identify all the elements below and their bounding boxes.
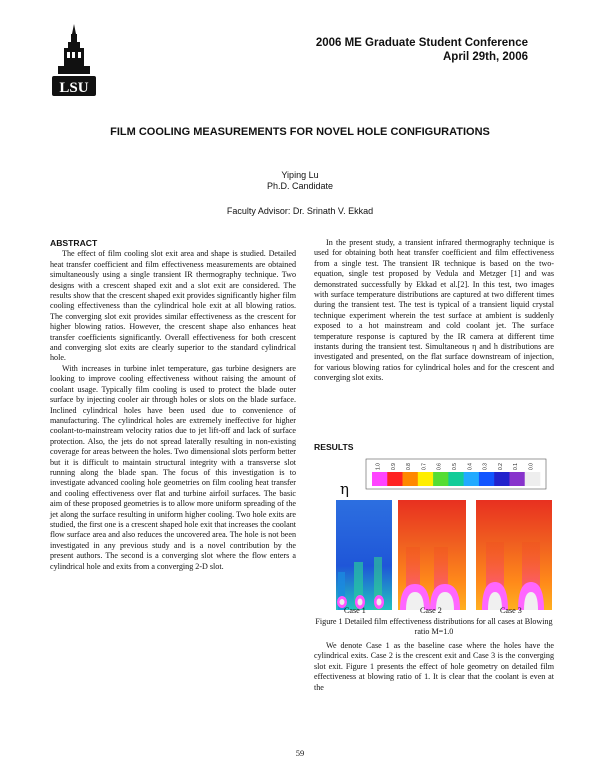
- colorbar-cell: [418, 472, 434, 486]
- lsu-logo: [52, 24, 96, 98]
- left-column: [50, 238, 296, 572]
- colorbar-tick-label: 0.4: [467, 463, 474, 470]
- right-column-bottom: [314, 641, 554, 693]
- conference-name: 2006 ME Graduate Student Conference: [315, 37, 528, 49]
- colorbar-cell: [464, 472, 480, 486]
- figure-caption: Figure 1 Detailed film effectiveness distributions for all cases at Blowing ratio M=1.0: [315, 617, 553, 637]
- intro-paragraph: With increases in turbine inlet temperature, gas turbine designers are looking to improve cooling effectiveness without raising the amount of coolant usage. Typically film cooling is used to protect the blade outer surface by injecting cooler air through holes or slots on the blade surface. Inclined cylindrical holes have been used due to convenience of manufacturing. The cylindrical holes are extremely ineffective for higher coolant-to-mainstream velocity ratios due to jet lift-off and lack of surface protection. Also, the jets do not spread laterally resulting in non-existing coverage for areas between the holes. Two dimensional slots perform better but it is difficult to maintain structural integrity with a transverse slot running along the blade span. The focus of this investigation is to investigate advanced cooling hole geometries on film cooling heat transfer and cooling effectiveness over flat and turbine airfoil surfaces. The basic aim of these proposed geometries is to allow more uniform spreading of the jet along the surface resulting in uniform higher cooling. Two hole exits are studied, the first one is a crescent shaped hole exit that increases the coolant flow surface area and also reduces the uncovered area. The hole is not been investigated in any previous study and is a novel contribution by the present authors. The second is a converging slot where the flow enters a cylindrical hole and exits from a converging 2-D slot.: [50, 363, 296, 571]
- colorbar-cell: [479, 472, 495, 486]
- case1-label: Case 1: [344, 606, 366, 615]
- colorbar-cell: [448, 472, 464, 486]
- author-position: Ph.D. Candidate: [266, 181, 334, 191]
- method-paragraph: In the present study, a transient infrared thermography technique is used for obtaining both heat transfer coefficient and film effectiveness from a single test. The transient IR technique is based on the two-equation, single test proposed by Vedula and Metzger [1] and was demonstrated successfully by Ekkad et al.[2]. In this test, two images with surface temperature distributions are captured at two different times during the transient test. The test is typical of a transient liquid crystal technique experiment wherein the test surface at ambient is suddenly exposed to a hot mainstream and cold coolant jet. The surface temperature response is captured by the IR camera at different time instants during the transient test. Simultaneous η and h distributions are investigated and presented, on the flat surface downstream of injection, for various blowing ratios for cylindrical holes and for the crescent and converging slot exits.: [314, 238, 554, 383]
- colorbar-tick-label: 0.5: [452, 463, 458, 470]
- colorbar-cell: [494, 472, 510, 486]
- colorbar-cell: [372, 472, 388, 486]
- paper-title: FILM COOLING MEASUREMENTS FOR NOVEL HOLE CONFIGURATIONS: [110, 126, 490, 138]
- figure-caption-block: [314, 606, 554, 638]
- right-column-top: [314, 238, 554, 384]
- colorbar-tick-label: 0.6: [436, 463, 443, 470]
- case2-label: Case 2: [420, 606, 442, 615]
- colorbar-tick-label: 0.8: [406, 463, 413, 470]
- logo-text: LSU: [59, 80, 89, 96]
- colorbar-cell: [509, 472, 525, 486]
- faculty-advisor: Faculty Advisor: Dr. Srinath V. Ekkad: [226, 206, 374, 216]
- colorbar-tick-label: 0.0: [528, 463, 535, 470]
- colorbar-tick-label: 1.0: [375, 463, 382, 470]
- results-heading: RESULTS: [314, 442, 354, 452]
- case1-image: [336, 500, 392, 610]
- abstract-heading: ABSTRACT: [50, 238, 98, 248]
- colorbar-tick-label: 0.7: [421, 463, 428, 470]
- conference-date: April 29th, 2006: [442, 51, 528, 63]
- results-paragraph: We denote Case 1 as the baseline case where the holes have the cylindrical exits. Case 2 is the crescent exit and Case 3 is the converging slot exit. Figure 1 presents the effect of hole geometry on detailed film effectiveness at blowing ratio of 1. It is clear that the coolant is even at the: [314, 641, 554, 692]
- abstract-paragraph: The effect of film cooling slot exit area and shape is studied. Detailed heat transfer coefficient and film effectiveness measurements are obtained simultaneously using a single transient IR thermography technique. Two designs with a crescent shaped exit and a slot exit are considered. The results show that the crescent shaped exit provides significantly higher film cooling effectiveness than the cylindrical hole exit at all blowing ratios. The converging slot exit provides similar effectiveness as the crescent for higher blowing ratios. However, the crescent shape also enhances heat transfer coefficients significantly. Overall effectiveness for both crescent and converging slot exits are clearly superior to the standard cylindrical hole.: [50, 249, 296, 363]
- colorbar: [372, 472, 540, 486]
- colorbar-tick-label: 0.2: [497, 463, 504, 470]
- conference-header: [316, 36, 528, 64]
- colorbar-cell: [387, 472, 403, 486]
- colorbar-tick-label: 0.9: [390, 463, 397, 470]
- colorbar-tick-label: 0.1: [513, 463, 520, 470]
- author-name: Yiping Lu: [281, 170, 319, 180]
- author-block: [0, 170, 600, 192]
- case3-label: Case 3: [500, 606, 522, 615]
- colorbar-tick-label: 0.3: [482, 463, 489, 470]
- page-number: 59: [295, 748, 305, 758]
- colorbar-cell: [403, 472, 419, 486]
- case2-image: [398, 500, 466, 610]
- case3-image: [476, 500, 552, 610]
- colorbar-cell: [433, 472, 449, 486]
- eta-label: η: [340, 480, 349, 498]
- colorbar-cell: [525, 472, 541, 486]
